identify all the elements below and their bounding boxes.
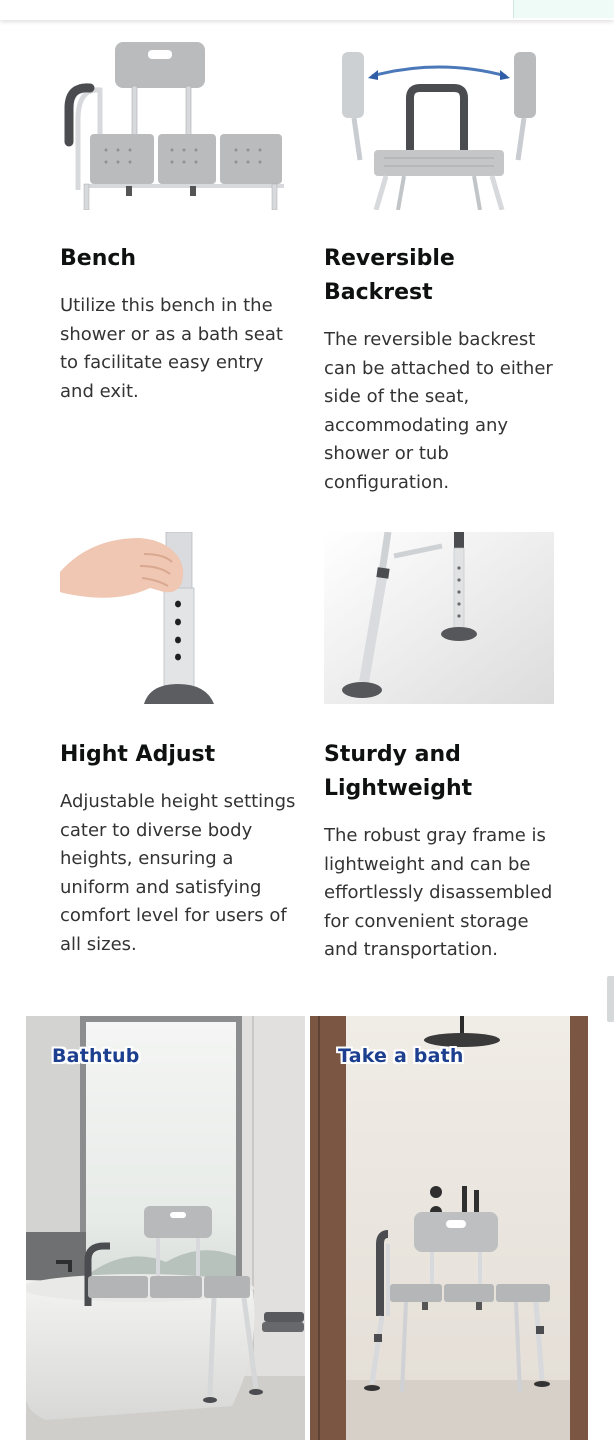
feature-desc-sturdy-lightweight: The robust gray frame is lightweight and can be effortlessly disassembled for convenient storage and transportation. (324, 825, 553, 961)
feature-desc-reversible-backrest: The reversible backrest can be attached to either side of the seat, accommodating any shower or tub configuration. (324, 329, 553, 493)
reversible-backrest-image (324, 30, 554, 210)
feature-title-sturdy-lightweight: Sturdy and Lightweight (324, 742, 473, 801)
scroll-tab[interactable] (607, 976, 614, 1022)
top-strip (0, 0, 614, 20)
feature-title-bench: Bench (60, 246, 137, 271)
feature-desc-bench: Utilize this bench in the shower or as a bath seat to facilitate easy entry and exit. (60, 295, 283, 402)
bathtub-photo (26, 1016, 305, 1440)
feature-desc-hight-adjust: Adjustable height settings cater to diverse body heights, ensuring a uniform and satisfying comfort level for users of all sizes. (60, 791, 296, 955)
bathtub-label: Bathtub (52, 1045, 140, 1067)
top-strip-cell (513, 0, 614, 18)
take-a-bath-photo (310, 1016, 588, 1440)
height-adjust-image (60, 532, 300, 704)
sturdy-legs-image (324, 532, 554, 704)
feature-title-reversible-backrest: Reversible Backrest (324, 246, 455, 305)
bench-image (60, 30, 300, 210)
take-a-bath-label: Take a bath (338, 1045, 464, 1067)
feature-title-hight-adjust: Hight Adjust (60, 742, 216, 767)
